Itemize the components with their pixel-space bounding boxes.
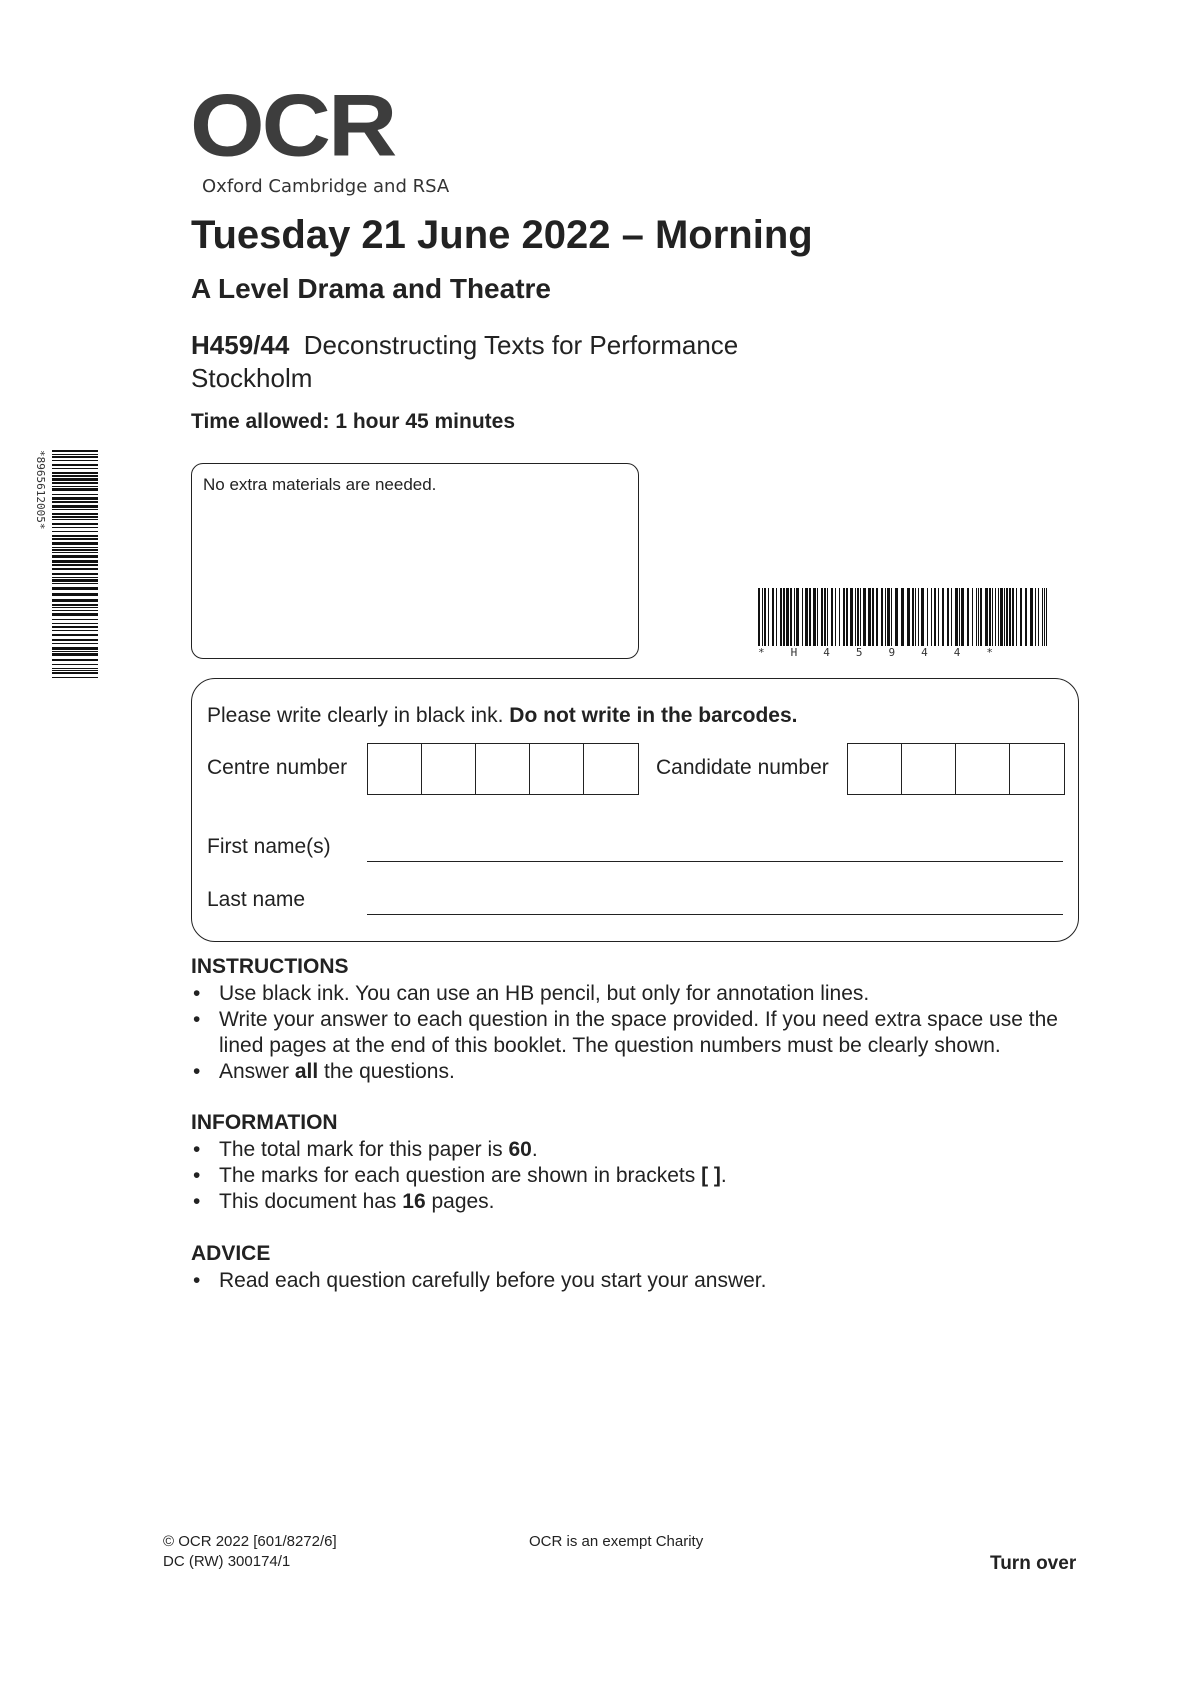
barcode-bar [52, 583, 98, 584]
barcode-bar [794, 588, 795, 646]
total-marks: 60 [508, 1138, 532, 1161]
barcode-bar [907, 588, 910, 646]
instruction-item: • Write your answer to each question in the space provided. If you need extra space use the lined pages at the end of this booklet. The question numbers must be clearly shown. [191, 1007, 1091, 1059]
information-text: . [720, 1164, 727, 1187]
barcode-bar [817, 588, 818, 646]
side-barcode [52, 450, 98, 678]
barcode-bar [52, 450, 98, 452]
information-text: The marks for each question are shown in brackets [219, 1164, 702, 1187]
barcode-bar [839, 588, 840, 646]
instruction-emphasis: all [294, 1060, 319, 1083]
barcode-bar [955, 588, 958, 646]
barcode-bar [52, 464, 98, 466]
centre-digit-box[interactable] [422, 744, 476, 794]
barcode-bar [912, 588, 914, 646]
barcode-bar [52, 488, 98, 491]
barcode-bar [52, 468, 98, 469]
candidate-digit-box[interactable] [848, 744, 902, 794]
brackets-symbol: [ ] [701, 1164, 721, 1187]
centre-digit-box[interactable] [368, 744, 422, 794]
barcode-bar [872, 588, 874, 646]
barcode-bar [52, 547, 98, 548]
barcode-bar [951, 588, 952, 646]
barcode-bar [52, 604, 98, 606]
barcode-bar [835, 588, 836, 646]
barcode-bar [52, 454, 98, 455]
barcode-bar [961, 588, 964, 646]
barcode-bar [992, 588, 993, 646]
barcode-bar [868, 588, 871, 646]
barcode-bar [942, 588, 944, 646]
barcode-bar [978, 588, 979, 646]
instruction-item: • Use black ink. You can use an HB pencil, but only for annotation lines. [191, 981, 1091, 1007]
candidate-number-field[interactable] [847, 743, 1065, 795]
barcode-bar [52, 651, 98, 652]
write-clearly-plain: Please write clearly in black ink. [207, 704, 504, 727]
centre-number-label: Centre number [207, 756, 348, 779]
barcode-bar [850, 588, 853, 646]
barcode-bar [824, 588, 826, 646]
barcode-bar [972, 588, 973, 646]
information-text: The total mark for this paper is [219, 1138, 509, 1161]
barcode-bar [52, 607, 98, 608]
barcode-bar [931, 588, 932, 646]
barcode-bar [1009, 588, 1011, 646]
barcode-bar [1016, 588, 1017, 646]
barcode-bar [52, 560, 98, 563]
barcode-bar [52, 639, 98, 641]
barcode-bar [52, 494, 98, 495]
barcode-bar [52, 456, 98, 458]
barcode-bar [805, 588, 808, 646]
footer-dc-code: DC (RW) 300174/1 [163, 1553, 291, 1570]
barcode-bar [895, 588, 898, 646]
barcode-bar [52, 516, 98, 518]
barcode-bar [52, 613, 98, 616]
barcode-bar [52, 538, 98, 540]
centre-digit-box[interactable] [530, 744, 584, 794]
centre-digit-box[interactable] [476, 744, 530, 794]
barcode-bar [52, 552, 98, 553]
last-name-label: Last name [207, 888, 306, 911]
centre-number-field[interactable] [367, 743, 639, 795]
barcode-bar [918, 588, 919, 646]
advice-section [191, 1242, 1091, 1294]
barcode-bar [934, 588, 936, 646]
barcode-bar [52, 505, 98, 508]
paper-barcode [758, 588, 1048, 646]
barcode-bar [52, 501, 98, 503]
barcode-bar [938, 588, 939, 646]
barcode-bar [52, 549, 98, 551]
barcode-bar [846, 588, 848, 646]
barcode-bar [52, 509, 98, 510]
subject-title: A Level Drama and Theatre [191, 273, 551, 304]
information-text: pages. [425, 1190, 495, 1213]
barcode-bar [843, 588, 845, 646]
barcode-bar [52, 619, 98, 620]
barcode-bar [52, 653, 98, 656]
barcode-bar [52, 482, 98, 484]
barcode-bar [1006, 588, 1008, 646]
barcode-bar [52, 577, 98, 578]
barcode-bar [831, 588, 833, 646]
first-name-field[interactable] [367, 861, 1063, 862]
barcode-bar [976, 588, 977, 646]
barcode-bar [52, 593, 98, 596]
barcode-bar [980, 588, 982, 646]
barcode-bar [796, 588, 799, 646]
barcode-bar [762, 588, 763, 646]
barcode-bar [52, 677, 98, 678]
advice-heading: ADVICE [191, 1242, 271, 1265]
barcode-bar [52, 486, 98, 487]
barcode-bar [915, 588, 916, 646]
barcode-bar [52, 460, 98, 461]
barcode-bar [52, 659, 98, 661]
exam-date: Tuesday 21 June 2022 – Morning [191, 213, 813, 257]
barcode-bar [52, 531, 98, 532]
information-section [191, 1111, 1091, 1215]
information-item [191, 1137, 1091, 1163]
barcode-bar [52, 527, 98, 528]
instruction-item [191, 1059, 1091, 1085]
paper-code: H459/44 [191, 330, 290, 360]
ocr-logo: OCR [190, 76, 395, 175]
centre-digit-box[interactable] [584, 744, 638, 794]
barcode-bar [52, 668, 98, 669]
barcode-bar [885, 588, 886, 646]
barcode-bar [52, 475, 98, 477]
barcode-bar [780, 588, 782, 646]
barcode-bar [52, 478, 98, 481]
candidate-digit-box[interactable] [902, 744, 956, 794]
barcode-bar [1020, 588, 1022, 646]
barcode-bar [891, 588, 892, 646]
barcode-bar [764, 588, 766, 646]
instructions-section [191, 955, 1091, 1085]
barcode-bar [887, 588, 890, 646]
write-clearly-bold: Do not write in the barcodes. [509, 704, 798, 727]
barcode-bar [921, 588, 924, 646]
barcode-bar [790, 588, 792, 646]
barcode-bar [881, 588, 883, 646]
barcode-bar [758, 588, 760, 646]
instruction-text: Answer [219, 1060, 295, 1083]
barcode-bar [989, 588, 991, 646]
barcode-bar [772, 588, 774, 646]
barcode-bar [52, 579, 98, 582]
barcode-bar [857, 588, 859, 646]
barcode-bar [52, 497, 98, 500]
barcode-bar [813, 588, 816, 646]
information-text: This document has [219, 1190, 403, 1213]
barcode-bar [863, 588, 866, 646]
advice-item: • Read each question carefully before you start your answer. [191, 1268, 1091, 1294]
barcode-bar [998, 588, 999, 646]
information-item [191, 1163, 1091, 1189]
last-name-field[interactable] [367, 914, 1063, 915]
barcode-bar [52, 573, 98, 575]
barcode-bar [52, 542, 98, 545]
footer-charity: OCR is an exempt Charity [529, 1533, 704, 1550]
barcode-bar [52, 535, 98, 537]
barcode-bar [802, 588, 803, 646]
ocr-logo-subtitle: Oxford Cambridge and RSA [202, 176, 450, 197]
paper-title: Deconstructing Texts for Performance [303, 330, 739, 360]
barcode-bar [52, 623, 98, 624]
barcode-bar [901, 588, 904, 646]
barcode-bar [959, 588, 960, 646]
page-count: 16 [402, 1190, 426, 1213]
barcode-bar [52, 672, 98, 674]
candidate-digit-box[interactable] [956, 744, 1010, 794]
paper-barcode-digits: *H45944* [758, 646, 1019, 659]
time-allowed: Time allowed: 1 hour 45 minutes [191, 410, 516, 433]
candidate-digit-box[interactable] [1010, 744, 1064, 794]
paper-code-line [191, 330, 738, 361]
barcode-bar [860, 588, 861, 646]
barcode-bar [52, 643, 98, 644]
barcode-bar [52, 599, 98, 602]
barcode-bar [876, 588, 878, 646]
barcode-bar [52, 647, 98, 650]
barcode-bar [1044, 588, 1045, 646]
information-item [191, 1189, 1091, 1215]
barcode-bar [1042, 588, 1043, 646]
barcode-bar [947, 588, 949, 646]
barcode-bar [52, 610, 98, 611]
materials-text: No extra materials are needed. [203, 475, 437, 494]
barcode-bar [1000, 588, 1003, 646]
barcode-bar [783, 588, 785, 646]
footer-copyright: © OCR 2022 [601/8272/6] [163, 1533, 337, 1550]
barcode-bar [52, 626, 98, 628]
barcode-bar [855, 588, 856, 646]
barcode-bar [809, 588, 811, 646]
barcode-bar [1004, 588, 1005, 646]
barcode-bar [827, 588, 828, 646]
barcode-bar [52, 523, 98, 525]
write-clearly-instruction [207, 704, 798, 728]
information-text: . [531, 1138, 538, 1161]
barcode-bar [52, 664, 98, 665]
barcode-bar [1038, 588, 1039, 646]
barcode-bar [52, 513, 98, 515]
first-name-label: First name(s) [207, 835, 331, 858]
instructions-heading: INSTRUCTIONS [191, 955, 349, 978]
barcode-bar [52, 555, 98, 558]
barcode-bar [1035, 588, 1036, 646]
set-text-name: Stockholm [191, 363, 313, 393]
instruction-text: the questions. [318, 1060, 455, 1083]
barcode-bar [1012, 588, 1014, 646]
barcode-bar [52, 587, 98, 590]
side-barcode-digits: *8965612005* [34, 450, 47, 530]
barcode-bar [52, 670, 98, 671]
barcode-bar [786, 588, 789, 646]
candidate-number-label: Candidate number [656, 756, 829, 779]
barcode-bar [768, 588, 769, 646]
information-heading: INFORMATION [191, 1111, 338, 1134]
barcode-bar [52, 634, 98, 636]
barcode-bar [52, 630, 98, 631]
barcode-bar [821, 588, 823, 646]
barcode-bar [995, 588, 996, 646]
barcode-bar [1046, 588, 1047, 646]
barcode-bar [52, 564, 98, 566]
turn-over-label: Turn over [990, 1553, 1077, 1574]
barcode-bar [927, 588, 928, 646]
barcode-bar [776, 588, 777, 646]
barcode-bar [1030, 588, 1033, 646]
barcode-bar [52, 519, 98, 520]
barcode-bar [1025, 588, 1027, 646]
barcode-bar [52, 472, 98, 474]
barcode-bar [52, 568, 98, 570]
barcode-bar [985, 588, 988, 646]
barcode-bar [967, 588, 969, 646]
